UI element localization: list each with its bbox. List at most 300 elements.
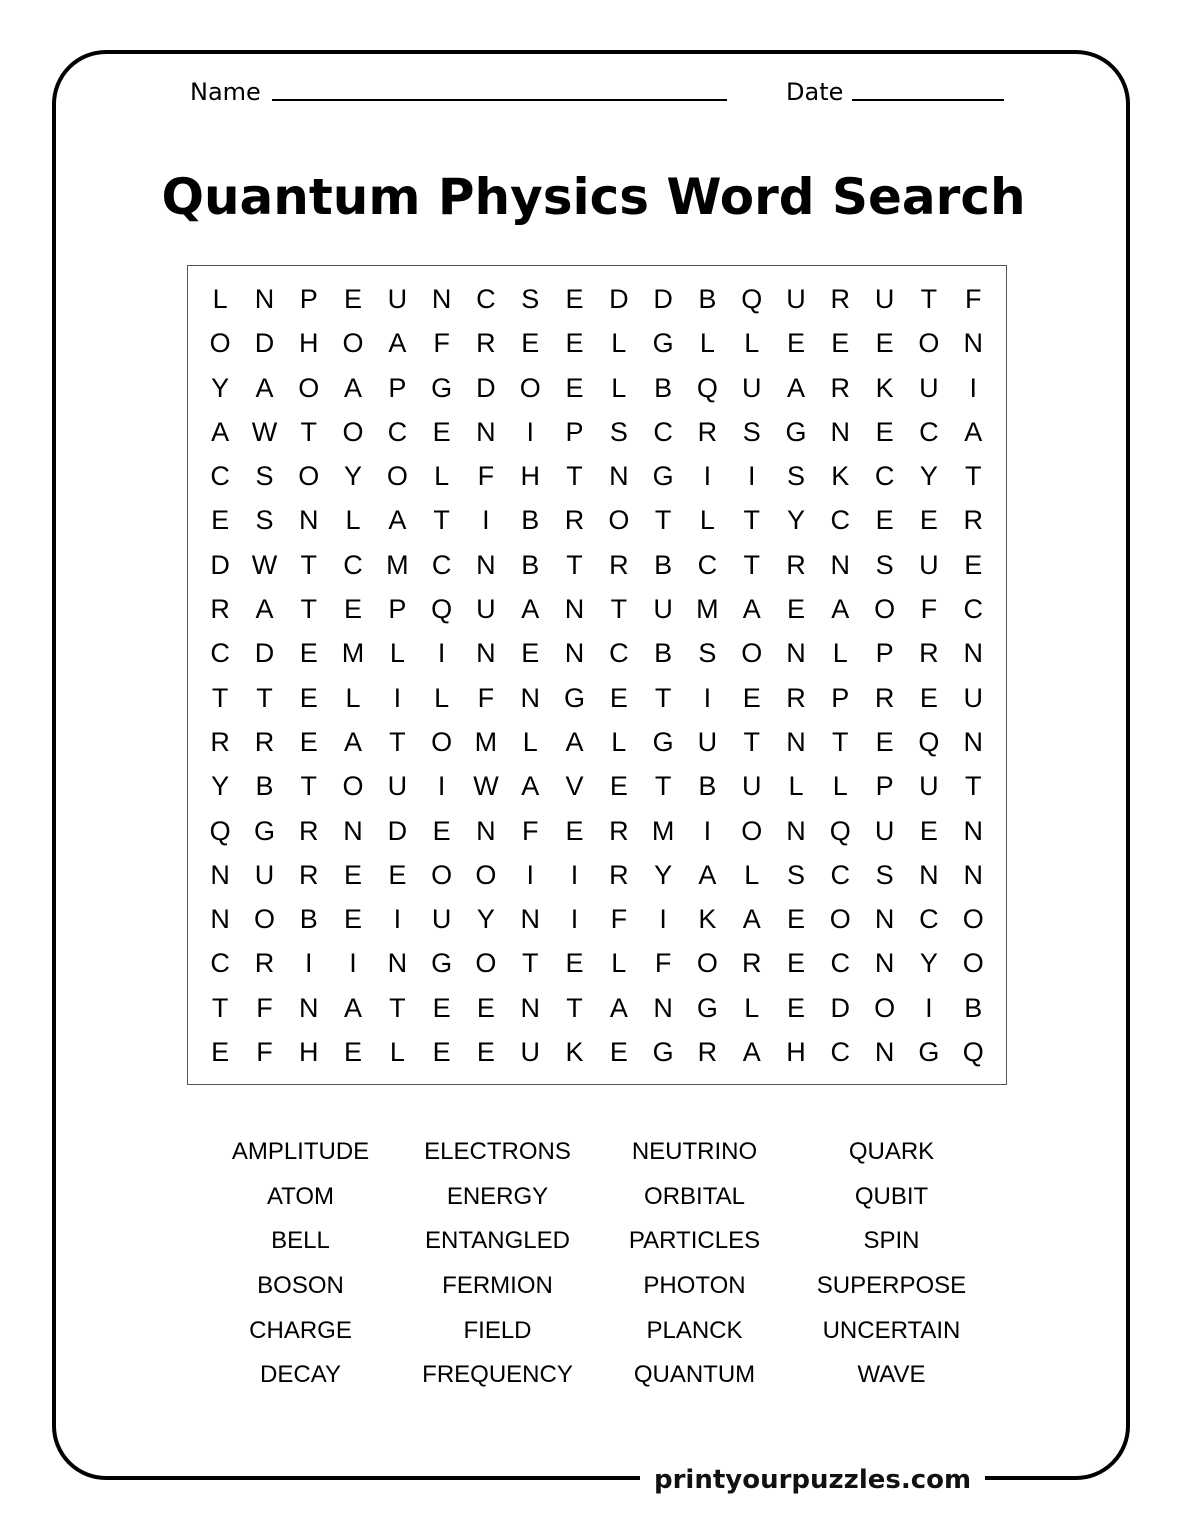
- grid-letter: T: [743, 505, 760, 536]
- grid-letter: I: [349, 948, 357, 979]
- grid-letter: T: [300, 771, 317, 802]
- grid-letter: E: [919, 815, 938, 846]
- grid-letter: R: [609, 859, 629, 890]
- grid-letter: R: [786, 549, 806, 580]
- grid-letter: O: [962, 904, 984, 935]
- grid-letter: A: [388, 328, 407, 359]
- grid-letter: B: [654, 372, 673, 403]
- grid-letter: B: [698, 284, 717, 314]
- grid-letter: E: [344, 904, 363, 935]
- grid-letter: U: [387, 771, 408, 802]
- grid-letter: G: [652, 1037, 674, 1068]
- grid-letter: R: [697, 416, 718, 447]
- grid-letter: Y: [211, 771, 230, 802]
- grid-letter: T: [300, 549, 317, 580]
- grid-letter: U: [653, 594, 673, 625]
- grid-letter: E: [787, 992, 806, 1023]
- grid-letter: O: [431, 726, 453, 757]
- grid-letter: F: [521, 815, 539, 846]
- grid-letter: S: [742, 416, 761, 447]
- grid-letter: L: [212, 284, 228, 314]
- grid-letter: Y: [787, 505, 806, 536]
- grid-letter: E: [787, 328, 806, 359]
- grid-letter: O: [918, 328, 940, 359]
- grid-letter: S: [787, 859, 806, 890]
- grid-letter: D: [653, 284, 673, 314]
- grid-letter: G: [431, 948, 453, 979]
- word-list-item: ENTANGLED: [425, 1227, 570, 1255]
- grid-letter: A: [964, 416, 983, 447]
- grid-letter: N: [830, 549, 851, 580]
- grid-letter: Q: [918, 726, 940, 757]
- word-list-item: BOSON: [257, 1272, 344, 1300]
- grid-letter: C: [387, 416, 408, 447]
- grid-letter: U: [874, 284, 895, 314]
- grid-letter: B: [698, 771, 717, 802]
- grid-letter: F: [477, 682, 495, 713]
- grid-letter: T: [389, 992, 406, 1023]
- grid-letter: O: [475, 948, 497, 979]
- grid-letter: L: [522, 726, 538, 757]
- word-list-item: SUPERPOSE: [816, 1272, 967, 1300]
- grid-letter: E: [521, 638, 540, 669]
- grid-letter: C: [874, 461, 895, 492]
- grid-letter: A: [211, 416, 230, 447]
- grid-letter: R: [609, 815, 629, 846]
- grid-letter: Y: [919, 461, 938, 492]
- grid-letter: C: [830, 1037, 851, 1068]
- grid-letter: G: [652, 726, 674, 757]
- grid-letter: R: [298, 859, 319, 890]
- grid-letter: F: [256, 1037, 273, 1068]
- grid-letter: N: [254, 284, 275, 314]
- grid-letter: U: [520, 1037, 540, 1068]
- grid-letter: N: [298, 505, 319, 536]
- grid-letter: R: [564, 505, 585, 536]
- grid-letter: O: [874, 594, 896, 625]
- grid-letter: E: [476, 992, 495, 1023]
- grid-letter: F: [964, 284, 982, 314]
- grid-letter: C: [609, 638, 629, 669]
- grid-letter: W: [251, 549, 278, 580]
- grid-letter: D: [830, 992, 851, 1023]
- grid-letter: I: [703, 815, 712, 846]
- grid-letter: S: [521, 284, 540, 314]
- grid-letter: D: [476, 372, 496, 403]
- grid-letter: N: [963, 726, 983, 757]
- grid-letter: A: [831, 594, 850, 625]
- grid-letter: U: [387, 284, 408, 314]
- grid-letter: Y: [476, 904, 495, 935]
- grid-letter: N: [963, 815, 983, 846]
- grid-letter: A: [742, 1037, 761, 1068]
- grid-letter: T: [920, 284, 938, 314]
- grid-letter: E: [609, 1037, 628, 1068]
- grid-letter: T: [300, 594, 317, 625]
- grid-letter: B: [964, 992, 983, 1023]
- grid-letter: N: [786, 815, 806, 846]
- grid-letter: I: [393, 904, 402, 935]
- grid-letter: O: [209, 328, 231, 359]
- grid-letter: N: [210, 904, 230, 935]
- grid-letter: O: [741, 638, 763, 669]
- grid-letter: T: [211, 682, 229, 713]
- grid-letter: G: [918, 1037, 940, 1068]
- grid-letter: E: [609, 771, 628, 802]
- grid-letter: L: [434, 461, 450, 492]
- grid-letter: U: [919, 372, 939, 403]
- grid-letter: C: [476, 284, 496, 314]
- grid-letter: E: [299, 682, 318, 713]
- grid-letter: T: [964, 771, 982, 802]
- word-list-item: CHARGE: [249, 1316, 352, 1344]
- grid-letter: O: [608, 505, 630, 536]
- grid-letter: L: [345, 682, 361, 713]
- grid-letter: C: [343, 549, 363, 580]
- grid-letter: G: [253, 815, 275, 846]
- grid-letter: C: [830, 948, 851, 979]
- grid-letter: N: [919, 859, 939, 890]
- grid-letter: A: [698, 859, 717, 890]
- grid-letter: B: [299, 904, 318, 935]
- word-list-item: ORBITAL: [644, 1182, 745, 1210]
- grid-letter: E: [565, 328, 584, 359]
- grid-letter: I: [526, 416, 534, 447]
- grid-letter: N: [786, 726, 806, 757]
- word-list-item: ELECTRONS: [424, 1138, 571, 1165]
- grid-letter: U: [919, 771, 939, 802]
- grid-letter: T: [256, 682, 273, 713]
- grid-letter: M: [651, 815, 675, 846]
- grid-letter: N: [387, 948, 408, 979]
- grid-letter: I: [437, 771, 446, 802]
- grid-letter: A: [255, 372, 274, 403]
- grid-letter: N: [830, 416, 851, 447]
- grid-letter: S: [255, 505, 274, 536]
- grid-letter: R: [609, 549, 629, 580]
- grid-letter: I: [526, 859, 534, 890]
- grid-letter: N: [874, 904, 895, 935]
- grid-letter: C: [210, 638, 230, 669]
- grid-letter: Q: [209, 815, 231, 846]
- grid-letter: Y: [344, 461, 363, 492]
- grid-letter: L: [699, 328, 715, 359]
- grid-letter: S: [875, 859, 894, 890]
- grid-letter: E: [787, 594, 806, 625]
- grid-letter: R: [963, 505, 983, 536]
- grid-letter: E: [299, 726, 318, 757]
- grid-letter: E: [211, 505, 230, 536]
- grid-letter: N: [476, 416, 496, 447]
- grid-letter: E: [742, 682, 761, 713]
- grid-letter: N: [298, 992, 319, 1023]
- word-list-item: NEUTRINO: [631, 1138, 758, 1165]
- grid-letter: Q: [829, 815, 851, 846]
- grid-letter: U: [741, 372, 762, 403]
- grid-letter: G: [696, 992, 718, 1023]
- grid-letter: R: [210, 726, 230, 757]
- grid-letter: C: [830, 505, 851, 536]
- grid-letter: N: [609, 461, 629, 492]
- grid-letter: I: [437, 638, 446, 669]
- grid-letter: E: [565, 284, 584, 314]
- grid-letter: E: [299, 638, 318, 669]
- word-list-item: PARTICLES: [628, 1227, 761, 1255]
- name-label: Name: [190, 78, 261, 106]
- grid-letter: O: [342, 416, 364, 447]
- grid-letter: Q: [431, 594, 453, 625]
- grid-letter: T: [743, 726, 760, 757]
- grid-letter: L: [389, 1037, 405, 1068]
- grid-letter: H: [298, 1037, 319, 1068]
- grid-letter: C: [830, 859, 851, 890]
- grid-letter: M: [386, 549, 409, 580]
- grid-letter: F: [610, 904, 628, 935]
- grid-letter: M: [696, 594, 719, 625]
- grid-letter: G: [652, 461, 674, 492]
- grid-letter: E: [919, 682, 938, 713]
- grid-letter: T: [654, 682, 672, 713]
- grid-letter: E: [344, 1037, 363, 1068]
- grid-letter: L: [832, 771, 848, 802]
- grid-letter: N: [564, 638, 585, 669]
- grid-letter: N: [564, 594, 585, 625]
- grid-letter: K: [698, 904, 717, 935]
- grid-letter: N: [476, 815, 496, 846]
- grid-letter: L: [611, 948, 627, 979]
- grid-letter: E: [609, 682, 628, 713]
- grid-letter: R: [874, 682, 895, 713]
- grid-letter: L: [345, 505, 361, 536]
- grid-letter: I: [659, 904, 667, 935]
- grid-letter: W: [251, 416, 278, 447]
- grid-letter: G: [564, 682, 586, 713]
- grid-letter: O: [253, 904, 275, 935]
- grid-letter: E: [344, 594, 363, 625]
- grid-letter: F: [433, 328, 450, 359]
- grid-letter: A: [609, 992, 628, 1023]
- grid-letter: D: [254, 328, 275, 359]
- grid-letter: O: [298, 461, 320, 492]
- grid-letter: Q: [696, 372, 718, 403]
- grid-letter: B: [654, 549, 673, 580]
- grid-letter: U: [919, 549, 939, 580]
- grid-letter: O: [386, 461, 408, 492]
- grid-letter: O: [741, 815, 763, 846]
- grid-letter: A: [742, 904, 761, 935]
- grid-letter: N: [343, 815, 363, 846]
- grid-letter: T: [566, 549, 583, 580]
- grid-letter: I: [570, 904, 579, 935]
- grid-letter: K: [565, 1037, 584, 1068]
- word-list-item: QUANTUM: [633, 1361, 756, 1389]
- grid-letter: O: [342, 328, 364, 359]
- grid-letter: L: [699, 505, 715, 536]
- grid-letter: E: [211, 1037, 230, 1068]
- grid-letter: N: [963, 328, 983, 359]
- grid-letter: A: [388, 505, 407, 536]
- grid-letter: G: [652, 328, 674, 359]
- date-field-line[interactable]: [852, 99, 1004, 101]
- grid-letter: P: [875, 771, 894, 802]
- grid-letter: L: [832, 638, 848, 669]
- grid-letter: S: [875, 549, 894, 580]
- grid-letter: O: [298, 372, 320, 403]
- grid-letter: E: [875, 328, 894, 359]
- grid-letter: D: [210, 549, 230, 580]
- grid-letter: F: [477, 461, 495, 492]
- grid-letter: S: [698, 638, 717, 669]
- grid-letter: T: [521, 948, 539, 979]
- grid-letter: R: [697, 1037, 718, 1068]
- grid-letter: N: [476, 638, 496, 669]
- grid-letter: O: [874, 992, 896, 1023]
- grid-letter: A: [344, 992, 363, 1023]
- grid-letter: B: [521, 505, 540, 536]
- grid-letter: B: [654, 638, 673, 669]
- word-list-item: WAVE: [857, 1361, 926, 1389]
- grid-letter: R: [830, 372, 851, 403]
- grid-letter: E: [432, 815, 451, 846]
- grid-letter: R: [254, 726, 275, 757]
- grid-letter: R: [786, 682, 806, 713]
- grid-letter: Y: [919, 948, 938, 979]
- grid-letter: N: [874, 1037, 895, 1068]
- grid-letter: T: [433, 505, 450, 536]
- grid-letter: S: [255, 461, 274, 492]
- grid-letter: O: [519, 372, 541, 403]
- grid-letter: T: [566, 992, 583, 1023]
- grid-letter: K: [831, 461, 850, 492]
- grid-letter: E: [787, 904, 806, 935]
- grid-letter: M: [341, 638, 365, 669]
- grid-letter: L: [389, 638, 405, 669]
- grid-letter: R: [830, 284, 851, 314]
- grid-letter: L: [744, 859, 760, 890]
- grid-letter: E: [875, 416, 894, 447]
- word-list-item: FREQUENCY: [422, 1361, 573, 1389]
- grid-letter: L: [611, 726, 627, 757]
- grid-letter: E: [831, 328, 850, 359]
- grid-letter: A: [344, 372, 363, 403]
- grid-letter: S: [787, 461, 806, 492]
- grid-letter: I: [703, 682, 712, 713]
- grid-letter: O: [475, 859, 497, 890]
- grid-letter: N: [520, 904, 540, 935]
- grid-letter: U: [874, 815, 895, 846]
- grid-letter: E: [565, 948, 584, 979]
- grid-letter: T: [389, 726, 406, 757]
- grid-letter: P: [831, 682, 850, 713]
- grid-letter: C: [919, 416, 939, 447]
- grid-letter: U: [697, 726, 718, 757]
- grid-letter: I: [969, 372, 977, 403]
- grid-letter: O: [342, 771, 364, 802]
- grid-letter: S: [609, 416, 628, 447]
- grid-letter: E: [344, 284, 363, 314]
- grid-letter: L: [788, 771, 804, 802]
- word-list-item: ENERGY: [446, 1182, 549, 1210]
- grid-letter: C: [653, 416, 673, 447]
- word-list-item: FERMION: [442, 1272, 553, 1300]
- grid-letter: E: [388, 859, 407, 890]
- word-list-item: SPIN: [863, 1227, 920, 1255]
- grid-letter: N: [520, 682, 540, 713]
- grid-letter: T: [743, 549, 760, 580]
- grid-letter: R: [298, 815, 319, 846]
- grid-letter: E: [565, 372, 584, 403]
- grid-letter: E: [875, 505, 894, 536]
- grid-letter: I: [703, 461, 712, 492]
- grid-letter: I: [570, 859, 579, 890]
- grid-letter: T: [566, 461, 583, 492]
- grid-letter: K: [875, 372, 894, 403]
- grid-letter: C: [210, 461, 230, 492]
- grid-letter: E: [787, 948, 806, 979]
- grid-letter: A: [255, 594, 274, 625]
- grid-letter: G: [431, 372, 453, 403]
- grid-letter: H: [298, 328, 319, 359]
- footer-site-name: printyourpuzzles.com: [640, 1462, 985, 1498]
- grid-letter: N: [431, 284, 452, 314]
- word-list-item: QUBIT: [854, 1182, 929, 1210]
- grid-letter: L: [611, 372, 627, 403]
- word-list-item: FIELD: [463, 1316, 532, 1344]
- grid-letter: F: [920, 594, 938, 625]
- grid-letter: Q: [741, 284, 763, 314]
- grid-letter: I: [393, 682, 402, 713]
- grid-letter: O: [962, 948, 984, 979]
- grid-letter: P: [565, 416, 584, 447]
- grid-letter: N: [210, 859, 230, 890]
- grid-letter: P: [299, 284, 318, 314]
- grid-letter: Y: [654, 859, 673, 890]
- grid-letter: E: [875, 726, 894, 757]
- grid-letter: L: [744, 992, 760, 1023]
- grid-letter: E: [919, 505, 938, 536]
- grid-letter: R: [210, 594, 230, 625]
- grid-letter: U: [254, 859, 275, 890]
- grid-letter: C: [431, 549, 452, 580]
- date-label: Date: [786, 78, 844, 106]
- grid-letter: C: [963, 594, 983, 625]
- word-list-item: PHOTON: [643, 1272, 746, 1300]
- grid-letter: I: [747, 461, 756, 492]
- grid-letter: O: [829, 904, 851, 935]
- grid-letter: R: [919, 638, 939, 669]
- grid-letter: E: [521, 328, 540, 359]
- grid-letter: P: [388, 372, 407, 403]
- grid-letter: E: [565, 815, 584, 846]
- grid-letter: R: [254, 948, 275, 979]
- grid-letter: O: [431, 859, 453, 890]
- grid-letter: C: [210, 948, 230, 979]
- grid-letter: H: [786, 1037, 806, 1068]
- grid-letter: E: [476, 1037, 495, 1068]
- grid-letter: L: [611, 328, 627, 359]
- puzzle-grid: [198, 277, 995, 1074]
- word-list-item: UNCERTAIN: [822, 1316, 961, 1344]
- grid-letter: D: [609, 284, 629, 314]
- name-field-line[interactable]: [272, 99, 727, 101]
- grid-letter: L: [744, 328, 760, 359]
- grid-letter: E: [432, 992, 451, 1023]
- grid-letter: N: [476, 549, 496, 580]
- grid-letter: T: [300, 416, 317, 447]
- grid-letter: A: [565, 726, 584, 757]
- grid-letter: R: [476, 328, 496, 359]
- grid-letter: N: [874, 948, 895, 979]
